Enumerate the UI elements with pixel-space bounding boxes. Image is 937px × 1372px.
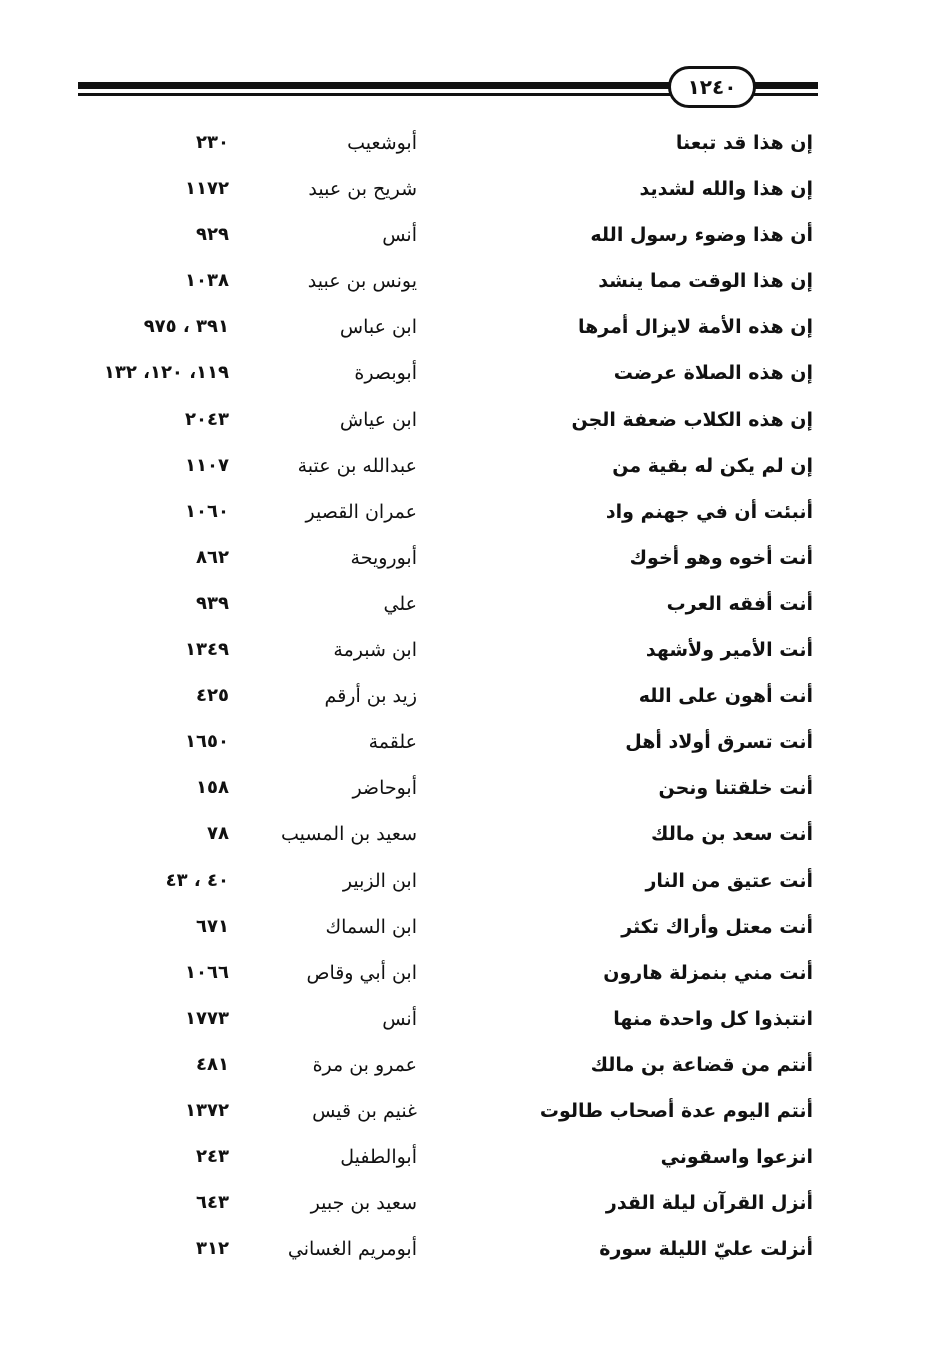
narrator-name: أبوحاضر (352, 777, 417, 800)
hadith-text: انتبذوا كل واحدة منها (613, 1007, 813, 1030)
narrator-name: أبوالطفيل (340, 1146, 417, 1169)
index-row (0, 673, 937, 719)
hadith-text: أنت تسرق أولاد أهل (625, 731, 813, 754)
narrator-name: سعيد بن المسيب (280, 823, 417, 846)
narrator-name: ابن عباس (339, 316, 417, 339)
narrator-name: أنس (382, 224, 417, 247)
hadith-text: إن هذه الأمة لايزال أمرها (577, 316, 813, 339)
hadith-text: أنت مني بنمزلة هارون (603, 961, 813, 984)
narrator-name: أبوشعيب (347, 132, 417, 154)
index-row (0, 904, 937, 950)
hadith-text: إن هذه الصلاة عرضت (613, 362, 813, 385)
page-references: ٢٠٤٣ (185, 408, 229, 430)
page-references: ٦٤٣ (196, 1192, 229, 1214)
page-references: ١١٠٧ (185, 454, 229, 476)
index-row (0, 489, 937, 535)
index-row (0, 304, 937, 350)
index-row (0, 1088, 937, 1134)
narrator-name: شريح بن عبيد (308, 178, 417, 201)
page-references: ١٥٨ (196, 777, 229, 799)
page-references: ١٧٧٣ (185, 1007, 229, 1029)
narrator-name: أنس (382, 1007, 417, 1030)
page-references: ٩٣٩ (196, 592, 229, 614)
page-references: ١٠٦٦ (185, 961, 229, 983)
hadith-text: أنت أفقه العرب (666, 592, 813, 615)
narrator-name: زيد بن أرقم (324, 685, 417, 708)
hadith-text: أنت سعد بن مالك (651, 823, 813, 846)
index-row (0, 581, 937, 627)
index-row (0, 212, 937, 258)
index-row (0, 1226, 937, 1272)
page-references: ٣١٢ (196, 1238, 229, 1260)
page-header (78, 62, 818, 112)
page-references: ١١٧٢ (185, 178, 229, 200)
page-references: ٩٢٩ (196, 224, 229, 246)
hadith-text: إن هذا والله لشديد (639, 178, 813, 201)
narrator-name: سعيد بن جبير (310, 1192, 417, 1215)
narrator-name: ابن عياش (339, 408, 417, 431)
hadith-text: أنزلت عليّ الليلة سورة (599, 1238, 813, 1261)
narrator-name: ابن أبي وقاص (306, 961, 417, 984)
hadith-text: أنزل القرآن ليلة القدر (605, 1192, 813, 1215)
page-references: ٢٣٠ (196, 132, 229, 153)
index-row (0, 443, 937, 489)
hadith-text: إن هذا الوقت مما ينشد (598, 270, 813, 293)
page-references: ٢٤٣ (196, 1146, 229, 1168)
hadith-text: أنبئت أن في جهنم واد (605, 500, 813, 523)
narrator-name: غنيم بن قيس (312, 1099, 417, 1122)
page-references: ٤٨١ (196, 1053, 229, 1075)
narrator-name: ابن شبرمة (333, 639, 417, 662)
hadith-text: أنت خلقتنا ونحن (658, 777, 813, 800)
index-row (0, 811, 937, 857)
hadith-text: أنت أهون على الله (638, 685, 813, 708)
page-number: ١٢٤٠ (668, 66, 756, 108)
index-row (0, 1134, 937, 1180)
index-row (0, 858, 937, 904)
index-row (0, 627, 937, 673)
page-references: ١٦٥٠ (185, 731, 229, 753)
index-row (0, 397, 937, 443)
narrator-name: ابن الزبير (342, 869, 417, 892)
hadith-text: أنت الأمير ولأشهد (645, 639, 813, 662)
index-row (0, 120, 937, 166)
hadith-text: أن هذا وضوء رسول الله (590, 224, 813, 247)
index-row (0, 996, 937, 1042)
hadith-text: أنت عتيق من النار (645, 869, 813, 892)
index-row (0, 950, 937, 996)
page-references: ٤٠ ، ٤٣ (165, 869, 229, 891)
index-row (0, 1180, 937, 1226)
hadith-text: إن هذه الكلاب ضعفة الجن (571, 408, 813, 431)
page-references: ٣٩١ ، ٩٧٥ (143, 316, 229, 338)
hadith-text: أنت أخوه وهو أخوك (629, 546, 813, 569)
index-row (0, 166, 937, 212)
page-references: ٤٢٥ (196, 685, 229, 707)
hadith-text: أنت معتل وأراك تكثر (621, 915, 813, 938)
narrator-name: علي (383, 592, 417, 615)
index-row (0, 350, 937, 396)
index-row (0, 258, 937, 304)
index-table (0, 120, 937, 1272)
page-references: ١٣٤٩ (185, 639, 229, 661)
page-references: ٦٧١ (196, 915, 229, 937)
index-row (0, 1042, 937, 1088)
narrator-name: عمرو بن مرة (312, 1053, 417, 1076)
narrator-name: أبورويحة (350, 546, 417, 569)
hadith-text: إن لم يكن له بقية من (612, 454, 813, 477)
narrator-name: ابن السماك (325, 915, 417, 938)
index-row (0, 535, 937, 581)
page-references: ١١٩، ١٢٠، ١٣٢ (103, 362, 229, 384)
narrator-name: عبدالله بن عتبة (297, 454, 417, 477)
index-row (0, 719, 937, 765)
page-references: ١٠٣٨ (185, 270, 229, 292)
narrator-name: يونس بن عبيد (307, 270, 417, 293)
narrator-name: عمران القصير (305, 500, 417, 523)
narrator-name: أبومريم الغساني (287, 1238, 417, 1261)
page-references: ١٣٧٢ (185, 1099, 229, 1121)
page-references: ٧٨ (207, 823, 229, 845)
narrator-name: أبوبصرة (354, 362, 417, 385)
page-references: ٨٦٢ (196, 546, 229, 568)
hadith-text: إن هذا قد تبعنا (675, 132, 813, 154)
hadith-text: انزعوا واسقوني (660, 1146, 813, 1169)
hadith-text: أنتم اليوم عدة أصحاب طالوت (539, 1099, 813, 1122)
page-references: ١٠٦٠ (185, 500, 229, 522)
narrator-name: علقمة (368, 731, 417, 754)
index-row (0, 765, 937, 811)
hadith-text: أنتم من قضاعة بن مالك (590, 1053, 813, 1076)
